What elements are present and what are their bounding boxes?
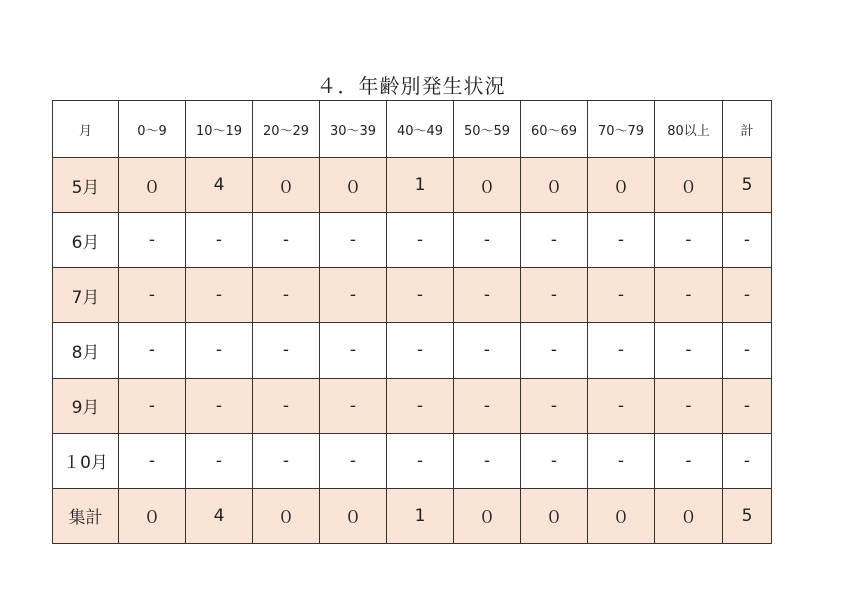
table-cell: - — [655, 213, 723, 268]
row-month-label: 8月 — [53, 323, 119, 378]
table-cell: - — [253, 268, 320, 323]
table-cell: - — [588, 323, 655, 378]
table-body — [53, 158, 772, 544]
table-cell: ０ — [655, 158, 723, 213]
table-cell: 4 — [186, 158, 253, 213]
table-cell: - — [387, 378, 454, 433]
row-month-label: 9月 — [53, 378, 119, 433]
table-row — [53, 433, 772, 488]
table-cell: 4 — [186, 488, 253, 543]
table-cell: ０ — [320, 158, 387, 213]
table-cell: - — [723, 323, 772, 378]
table-cell: ０ — [119, 488, 186, 543]
table-cell: - — [119, 268, 186, 323]
table-cell: - — [588, 268, 655, 323]
row-month-label: 5月 — [53, 158, 119, 213]
header-age-50-59: 50～59 — [454, 101, 521, 158]
table-cell: - — [387, 433, 454, 488]
table-cell: 1 — [387, 158, 454, 213]
table-cell: - — [454, 433, 521, 488]
table-cell: - — [655, 268, 723, 323]
table-cell: - — [119, 378, 186, 433]
header-age-60-69: 60～69 — [521, 101, 588, 158]
table-cell: - — [119, 323, 186, 378]
table-row — [53, 378, 772, 433]
header-age-0-9: 0～9 — [119, 101, 186, 158]
header-total: 計 — [723, 101, 772, 158]
table-cell: - — [186, 323, 253, 378]
table-cell: - — [253, 323, 320, 378]
table-row — [53, 323, 772, 378]
table-cell: - — [521, 323, 588, 378]
table-cell: - — [186, 378, 253, 433]
table-cell: ０ — [521, 158, 588, 213]
row-month-label: 集計 — [53, 488, 119, 543]
header-age-40-49: 40～49 — [387, 101, 454, 158]
page-title: ４．年齢別発生状況 — [316, 74, 506, 98]
table-row — [53, 158, 772, 213]
table-cell: - — [253, 213, 320, 268]
table-row — [53, 488, 772, 543]
table-cell: - — [186, 268, 253, 323]
header-age-10-19: 10～19 — [186, 101, 253, 158]
table-cell: - — [521, 378, 588, 433]
table-cell: ０ — [320, 488, 387, 543]
table-cell: - — [320, 268, 387, 323]
table-cell: 5 — [723, 158, 772, 213]
table-cell: - — [521, 213, 588, 268]
row-month-label: 6月 — [53, 213, 119, 268]
table-cell: ０ — [454, 488, 521, 543]
table-cell: - — [320, 378, 387, 433]
header-age-20-29: 20～29 — [253, 101, 320, 158]
table-cell: - — [454, 213, 521, 268]
table-cell: ０ — [253, 488, 320, 543]
table-row — [53, 213, 772, 268]
table-cell: ０ — [588, 158, 655, 213]
table-cell: - — [387, 213, 454, 268]
table-cell: - — [655, 433, 723, 488]
table-cell: - — [320, 433, 387, 488]
table-cell: - — [588, 213, 655, 268]
table-cell: - — [655, 378, 723, 433]
table-cell: - — [186, 213, 253, 268]
table-cell: ０ — [521, 488, 588, 543]
header-age-80-plus: 80以上 — [655, 101, 723, 158]
table-row — [53, 268, 772, 323]
table-cell: - — [521, 433, 588, 488]
header-month: 月 — [53, 101, 119, 158]
table-cell: - — [253, 378, 320, 433]
table-cell: - — [723, 213, 772, 268]
table-cell: ０ — [454, 158, 521, 213]
table-cell: ０ — [655, 488, 723, 543]
table-cell: 5 — [723, 488, 772, 543]
table-cell: - — [655, 323, 723, 378]
table-cell: - — [320, 213, 387, 268]
table-cell: - — [454, 323, 521, 378]
table-cell: - — [387, 323, 454, 378]
table-cell: - — [186, 433, 253, 488]
table-cell: ０ — [253, 158, 320, 213]
table-cell: - — [723, 433, 772, 488]
row-month-label: 7月 — [53, 268, 119, 323]
row-month-label: １0月 — [53, 433, 119, 488]
table-cell: - — [588, 433, 655, 488]
header-age-70-79: 70～79 — [588, 101, 655, 158]
table-cell: - — [588, 378, 655, 433]
table-cell: - — [119, 433, 186, 488]
table-cell: 1 — [387, 488, 454, 543]
header-age-30-39: 30～39 — [320, 101, 387, 158]
table-cell: - — [119, 213, 186, 268]
table-cell: ０ — [588, 488, 655, 543]
table-cell: - — [521, 268, 588, 323]
age-distribution-table — [52, 100, 772, 544]
header-row — [53, 101, 772, 158]
table-cell: ０ — [119, 158, 186, 213]
table-cell: - — [454, 268, 521, 323]
table-cell: - — [387, 268, 454, 323]
table-cell: - — [454, 378, 521, 433]
table-cell: - — [723, 268, 772, 323]
table-cell: - — [320, 323, 387, 378]
table-cell: - — [723, 378, 772, 433]
table-cell: - — [253, 433, 320, 488]
